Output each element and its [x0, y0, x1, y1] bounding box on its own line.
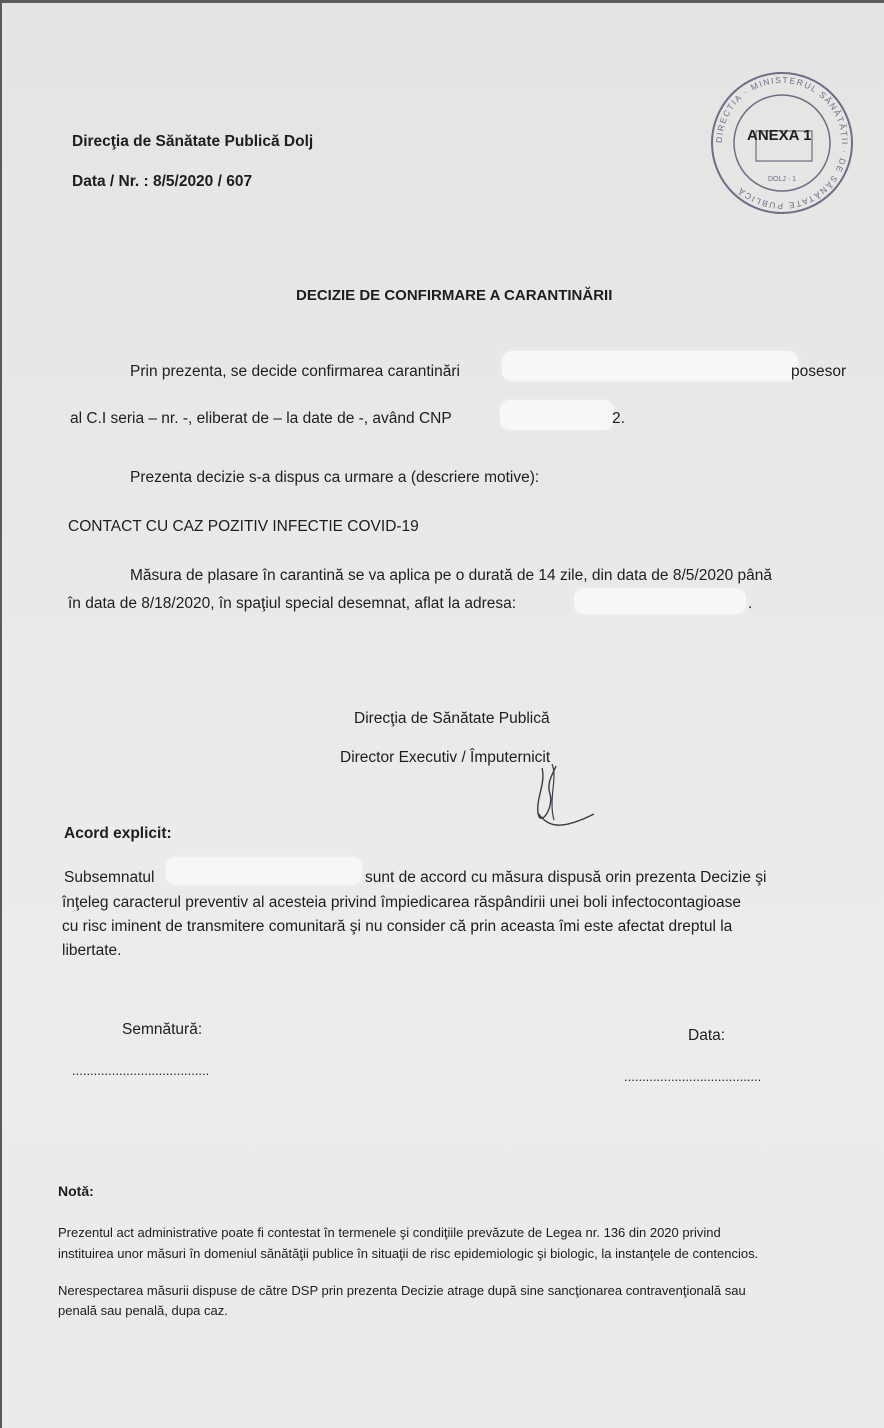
- consent-line1-start: Subsemnatul: [64, 869, 155, 886]
- handwritten-signature: [524, 758, 604, 838]
- body-line1-end: posesor: [791, 363, 847, 380]
- consent-heading: Acord explicit:: [64, 825, 172, 842]
- institution-header: Direcţia de Sănătate Publică Dolj: [72, 133, 314, 150]
- note-p2-line2: penală sau penală, dupa caz.: [58, 1303, 228, 1318]
- body-line2-end: 2.: [612, 410, 625, 427]
- redaction-cnp: [500, 400, 614, 430]
- measure-line2-end: .: [748, 595, 753, 612]
- consent-line4: libertate.: [62, 942, 122, 959]
- date-number: Data / Nr. : 8/5/2020 / 607: [72, 173, 253, 190]
- reason-text: CONTACT CU CAZ POZITIV INFECTIE COVID-19: [68, 518, 419, 535]
- body-line2-start: al C.I seria – nr. -, eliberat de – la date de -, având CNP: [70, 410, 452, 427]
- reason-intro: Prezenta decizie s-a dispus ca urmare a (descriere motive):: [130, 469, 540, 486]
- signatory-role: Director Executiv / Împuternicit: [340, 749, 551, 766]
- annex-label: ANEXA 1: [747, 127, 812, 144]
- stamp-ring-text: DIRECTIA · MINISTERUL SĂNĂTĂȚII · DE SĂNĂTATE PUBLICĂ: [713, 74, 851, 212]
- consent-line2: înţeleg caracterul preventiv al acesteia privind împiedicarea răspândirii unei boli infectocontagioase: [62, 894, 741, 911]
- document-page: [2, 3, 884, 1428]
- consent-line1-end: sunt de accord cu măsura dispusă orin prezenta Decizie şi: [365, 869, 767, 886]
- document-title: DECIZIE DE CONFIRMARE A CARANTINĂRII: [296, 287, 613, 304]
- date-label: Data:: [688, 1027, 726, 1044]
- note-heading: Notă:: [58, 1183, 94, 1199]
- consent-line3: cu risc iminent de transmitere comunitară şi nu consider că prin aceasta îmi este afectat dreptul la: [62, 918, 733, 935]
- note-p1-line2: instituirea unor măsuri în domeniul sănătăţii publice în situaţii de risc epidemiologic şi biologic, la instanţele de contencios.: [58, 1246, 759, 1261]
- note-p1-line1: Prezentul act administrative poate fi contestat în termenele şi condiţiile prevăzute de Legea nr. 136 din 2020 privind: [58, 1225, 721, 1240]
- date-line: ......................................: [624, 1069, 762, 1084]
- redaction-name: [502, 351, 798, 381]
- signatory-institution: Direcţia de Sănătate Publică: [354, 710, 550, 727]
- redaction-subscriber: [166, 857, 362, 885]
- redaction-address: [574, 588, 746, 614]
- signature-label: Semnătură:: [122, 1021, 203, 1038]
- measure-line1: Măsura de plasare în carantină se va aplica pe o durată de 14 zile, din data de 8/5/2020 până: [130, 567, 772, 584]
- signature-line: ......................................: [72, 1063, 210, 1078]
- body-line1-start: Prin prezenta, se decide confirmarea carantinări: [130, 363, 460, 380]
- note-p2-line1: Nerespectarea măsurii dispuse de către DSP prin prezenta Decizie atrage după sine sancţionarea contravenţională sau: [58, 1283, 746, 1298]
- measure-line2-start: în data de 8/18/2020, în spaţiul special desemnat, aflat la adresa:: [68, 595, 517, 612]
- stamp-inner-text: DOLJ · 1: [768, 176, 797, 183]
